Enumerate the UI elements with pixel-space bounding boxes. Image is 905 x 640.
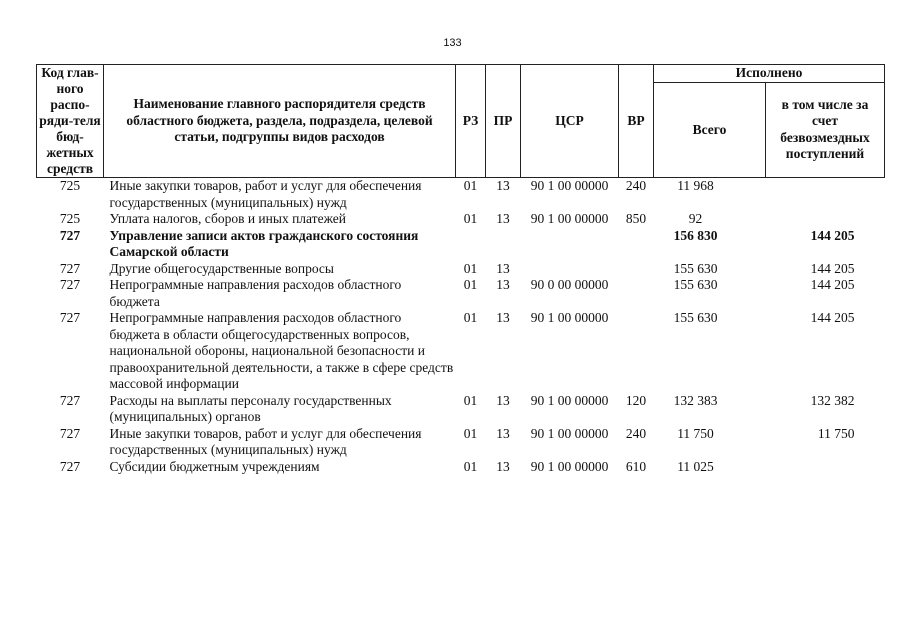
budget-sheet — [36, 64, 884, 475]
cell-vr — [619, 261, 654, 278]
table-row — [37, 393, 885, 426]
cell-pr: 13 — [496, 178, 510, 193]
cell-code: 725 — [59, 178, 81, 193]
cell-name: Уплата налогов, сборов и иных платежей — [109, 211, 346, 226]
cell-code: 727 — [59, 392, 81, 408]
cell-vr — [619, 228, 654, 261]
cell-name: Управление записи актов гражданского состояния Самарской области — [109, 227, 419, 259]
cell-csr: 90 1 00 00000 — [530, 211, 609, 226]
cell-csr: 90 1 00 00000 — [530, 178, 609, 193]
table-row — [37, 261, 885, 278]
cell-vr: 120 — [625, 392, 647, 408]
cell-csr: 90 1 00 00000 — [530, 310, 609, 325]
cell-total: 155 630 — [673, 277, 718, 292]
cell-total: 11 750 — [677, 425, 714, 441]
cell-rz: 01 — [463, 277, 478, 292]
cell-pr: 13 — [496, 458, 510, 474]
cell-pr: 13 — [496, 211, 510, 226]
cell-csr — [521, 228, 619, 261]
header-code: Код глав-ного распо-ряди-теля бюд-жетных средств — [37, 65, 104, 178]
table-row — [37, 459, 885, 476]
cell-free — [766, 459, 885, 476]
cell-rz — [456, 228, 486, 261]
header-free: в том числе за счет безвозмездных поступлений — [766, 82, 885, 178]
cell-total: 11 025 — [677, 458, 714, 474]
cell-csr: 90 1 00 00000 — [530, 425, 609, 441]
cell-name: Непрограммные направления расходов областного бюджета в области общегосударственных вопросов, национальной обороны, национальной безопасности и правоохранительной деятельности, а также в сфере средств массовой информации — [109, 310, 454, 391]
cell-code: 727 — [59, 277, 81, 292]
table-row — [37, 228, 885, 261]
cell-csr: 90 0 00 00000 — [530, 277, 609, 292]
cell-total: 11 968 — [677, 178, 714, 193]
header-total: Всего — [654, 82, 766, 178]
cell-csr: 90 1 00 00000 — [530, 458, 609, 474]
table-body — [37, 178, 885, 476]
cell-csr: 90 1 00 00000 — [530, 392, 609, 408]
cell-rz: 01 — [463, 260, 478, 276]
header-vr: ВР — [619, 65, 654, 178]
cell-total: 155 630 — [673, 260, 718, 276]
cell-free: 144 205 — [810, 310, 855, 325]
cell-rz: 01 — [463, 458, 478, 474]
cell-name: Иные закупки товаров, работ и услуг для обеспечения государственных (муниципальных) нужд — [109, 178, 422, 210]
cell-code: 727 — [59, 227, 81, 243]
cell-free: 11 750 — [817, 425, 855, 441]
header-rz: РЗ — [456, 65, 486, 178]
cell-vr: 850 — [625, 211, 647, 226]
table-header — [37, 65, 885, 178]
cell-code: 725 — [59, 211, 81, 226]
cell-rz: 01 — [463, 211, 478, 226]
table-row — [37, 310, 885, 393]
cell-pr: 13 — [496, 310, 510, 325]
cell-free: 144 205 — [810, 277, 855, 292]
page-number: 133 — [443, 37, 462, 49]
header-pr: ПР — [486, 65, 521, 178]
cell-pr — [486, 228, 521, 261]
cell-pr: 13 — [496, 392, 510, 408]
cell-vr — [619, 310, 654, 393]
header-executed: Исполнено — [654, 65, 885, 83]
cell-code: 727 — [59, 260, 81, 276]
cell-pr: 13 — [496, 260, 510, 276]
cell-pr: 13 — [496, 277, 510, 292]
cell-vr: 240 — [625, 178, 647, 193]
cell-code: 727 — [59, 458, 81, 474]
cell-free: 144 205 — [810, 260, 855, 276]
cell-name: Расходы на выплаты персоналу государственных (муниципальных) органов — [109, 392, 392, 424]
cell-free — [766, 211, 885, 228]
budget-table — [36, 64, 885, 475]
cell-free — [766, 178, 885, 212]
cell-name: Другие общегосударственные вопросы — [109, 260, 334, 276]
cell-vr: 240 — [625, 425, 647, 441]
header-name: Наименование главного распорядителя средств областного бюджета, раздела, подраздела, целевой статьи, подгруппы видов расходов — [104, 65, 456, 178]
cell-code: 727 — [59, 310, 81, 325]
table-row — [37, 211, 885, 228]
cell-rz: 01 — [463, 425, 478, 441]
cell-free: 144 205 — [810, 227, 855, 243]
cell-name: Субсидии бюджетным учреждениям — [109, 458, 320, 474]
cell-name: Иные закупки товаров, работ и услуг для обеспечения государственных (муниципальных) нужд — [109, 425, 422, 457]
cell-total: 132 383 — [673, 392, 718, 408]
cell-code: 727 — [59, 425, 81, 441]
cell-name: Непрограммные направления расходов областного бюджета — [109, 277, 402, 309]
cell-total: 155 630 — [673, 310, 718, 325]
cell-csr — [521, 261, 619, 278]
cell-vr: 610 — [625, 458, 647, 474]
cell-total: 92 — [688, 211, 703, 226]
cell-free: 132 382 — [810, 392, 855, 408]
table-row — [37, 426, 885, 459]
cell-vr — [619, 277, 654, 310]
table-row — [37, 277, 885, 310]
cell-rz: 01 — [463, 178, 478, 193]
header-csr: ЦСР — [521, 65, 619, 178]
cell-rz: 01 — [463, 392, 478, 408]
cell-total: 156 830 — [673, 227, 718, 243]
cell-pr: 13 — [496, 425, 510, 441]
table-row — [37, 178, 885, 212]
cell-rz: 01 — [463, 310, 478, 325]
